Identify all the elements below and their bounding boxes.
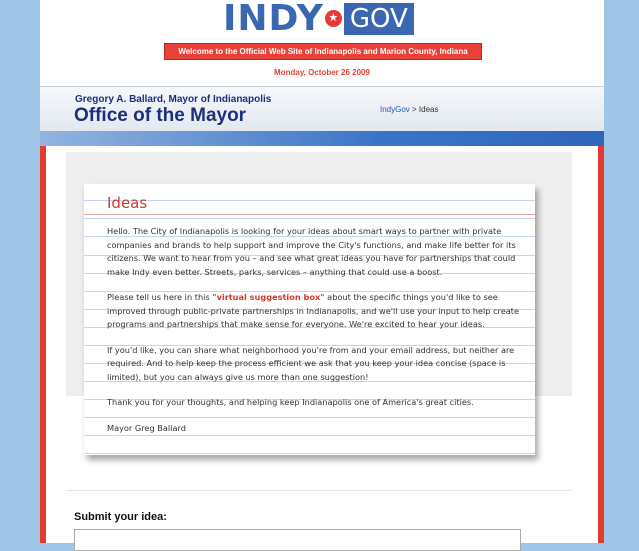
breadcrumb xyxy=(380,105,439,114)
star-icon: ★ xyxy=(325,10,342,27)
card-title-rule xyxy=(84,214,535,215)
logo-indy-text: INDY xyxy=(223,0,324,39)
nav-band xyxy=(40,131,604,146)
breadcrumb-separator: > xyxy=(409,105,419,114)
ideas-card xyxy=(84,184,535,455)
indygov-logo[interactable] xyxy=(223,0,414,39)
mayor-name: Gregory A. Ballard, Mayor of Indianapolis xyxy=(75,94,272,105)
logo-gov-text: GOV xyxy=(344,3,414,35)
ideas-text xyxy=(107,225,521,447)
thanks-paragraph: Thank you for your thoughts, and helping keep Indianapolis one of America's great cities. xyxy=(107,397,474,407)
privacy-paragraph: If you'd like, you can share what neighborhood you're from and your email address, but neither are required. And to help keep the process efficient we ask that you keep your idea concise (space is limited), but you can always give us more than one suggestion! xyxy=(107,344,515,382)
signature: Mayor Greg Ballard xyxy=(107,422,186,433)
page xyxy=(40,0,604,543)
title-band xyxy=(40,86,604,132)
section-divider xyxy=(66,490,572,491)
breadcrumb-link-indygov[interactable]: IndyGov xyxy=(380,105,410,114)
intro-paragraph: Hello. The City of Indianapolis is looking for your ideas about smart ways to partner with private companies and brands to help support and improve the City's functions, and make life better for its citizens. We want to hear from you – and see what great ideas you have for partnerships that could make Indy even better. Streets, parks, services – anything that could use a boost. xyxy=(107,226,516,277)
suggestion-text-after: about the specific things you'd like to see improved through public-private partnerships in Indianapolis, and we'll use your input to help create programs and partnerships that make sense for everyone. We're excited to hear your ideas. xyxy=(107,292,520,329)
page-title: Office of the Mayor xyxy=(74,105,247,126)
main-content xyxy=(46,146,598,543)
suggestion-box-highlight: "virtual suggestion box" xyxy=(212,292,325,302)
suggestion-text-before: Please tell us here in this xyxy=(107,292,213,302)
suggestion-paragraph xyxy=(107,291,521,332)
ideas-title: Ideas xyxy=(107,194,148,212)
right-red-border xyxy=(598,146,604,543)
submit-idea-label: Submit your idea: xyxy=(74,511,167,523)
welcome-banner: Welcome to the Official Web Site of Indianapolis and Marion County, Indiana xyxy=(164,43,482,60)
idea-input[interactable] xyxy=(74,529,521,551)
current-date: Monday, October 26 2009 xyxy=(274,68,370,77)
breadcrumb-current: Ideas xyxy=(418,105,439,114)
